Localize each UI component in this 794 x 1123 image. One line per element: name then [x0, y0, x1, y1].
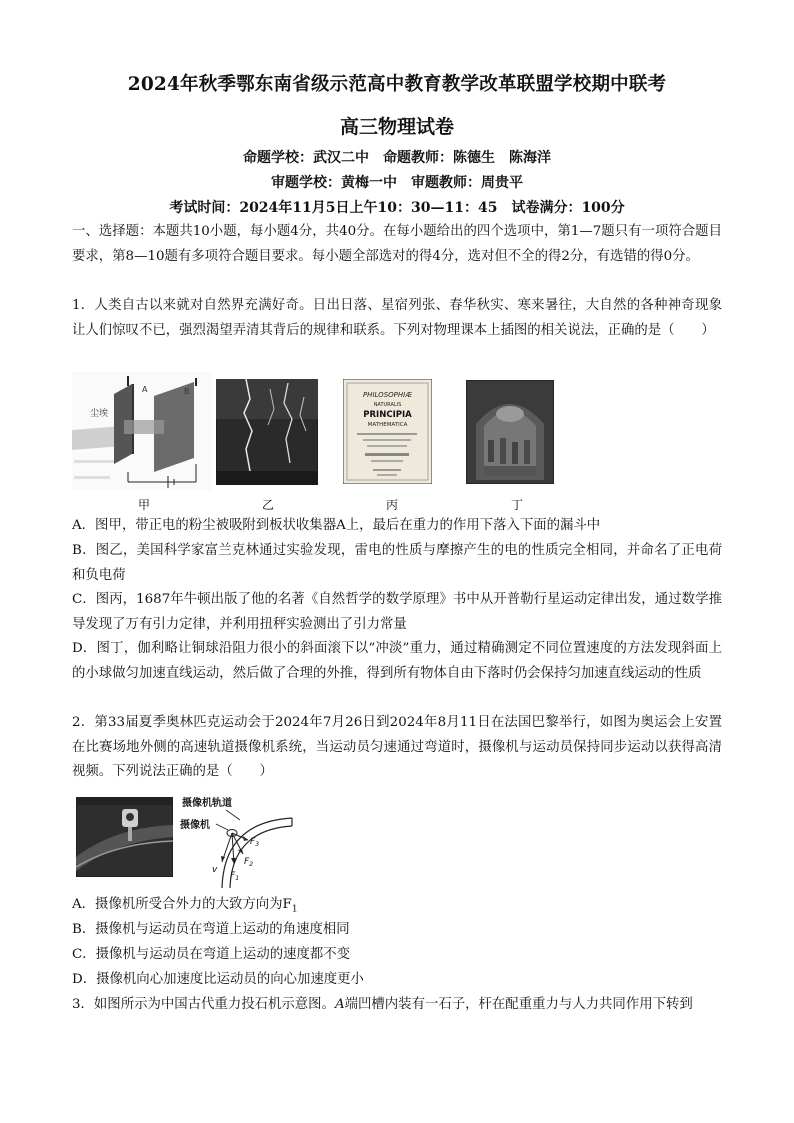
exam-subtitle: 高三物理试卷: [339, 116, 454, 138]
q1-figure-ding: [466, 380, 554, 484]
caption-yi: 乙: [262, 498, 275, 512]
q2-option-c: C．摄像机与运动员在弯道上运动的速度都不变: [72, 947, 351, 962]
force-f1-label: $F_1$: [230, 871, 240, 882]
q2-option-d: D．摄像机向心加速度比运动员的向心加速度更小: [72, 972, 364, 987]
caption-bing: 丙: [386, 498, 399, 512]
q2-stem: 2．第33届夏季奥林匹克运动会于2024年7月26日到2024年8月11日在法国巴黎举行，如图为奥运会上安置在比赛场地外侧的高速轨道摄像机系统，当运动员匀速通过弯道时，摄像机与运动员保持同步运动以获得高清视频。下列说法正确的是（ ）: [72, 715, 722, 779]
q2-photo: [76, 797, 173, 877]
q1-option-a: A．图甲，带正电的粉尘被吸附到板状收集器A上，最后在重力的作用下落入下面的漏斗中: [72, 518, 601, 533]
force-f2-label: $F_2$: [244, 857, 254, 868]
q1-option-b: B．图乙，美国科学家富兰克林通过实验发现，雷电的性质与摩擦产生的电的性质完全相同，并命名了正电荷和负电荷: [72, 543, 722, 583]
q3-stem: 3．如图所示为中国古代重力投石机示意图。A端凹槽内装有一石子，杆在配重重力与人力共同作用下转到: [72, 997, 693, 1012]
force-f3-label: $F_3$: [250, 837, 260, 848]
q2-diagram: [180, 792, 300, 890]
review-line: 审题学校：黄梅一中 审题教师：周贵平: [271, 175, 523, 191]
q1-option-d: D．图丁，伽利略让铜球沿阻力很小的斜面滚下以“冲淡”重力，通过精确测定不同位置速度的方法发现斜面上的小球做匀加速直线运动，然后做了合理的外推，得到所有物体自由下落时仍会保持匀加速直线运动的性质: [72, 641, 722, 681]
book-title-line: NATURALIS: [373, 402, 402, 408]
book-title-line: MATHEMATICA: [367, 422, 408, 428]
dust-label: 尘埃: [90, 409, 109, 419]
camera-label: 摄像机: [180, 820, 210, 831]
q2-option-b: B．摄像机与运动员在弯道上运动的角速度相同: [72, 922, 350, 937]
velocity-label: v: [212, 865, 218, 875]
section1-instructions: 一、选择题：本题共10小题，每小题4分，共40分。在每小题给出的四个选项中，第1—7题只有一项符合题目要求，第8—10题有多项符合题目要求。每小题全部选对的得4分，选对但不全的得2分，有选错的得0分。: [72, 224, 722, 264]
exam-info: 考试时间：2024年11月5日上午10：30—11：45 试卷满分：100分: [169, 200, 625, 216]
plate-a-label: A: [142, 385, 148, 394]
author-line: 命题学校：武汉二中 命题教师：陈德生 陈海洋: [243, 150, 551, 166]
plate-b-label: B: [184, 387, 190, 396]
q2-option-a: A．摄像机所受合外力的大致方向为$F_1$: [72, 897, 298, 915]
q1-figure-bing: [343, 379, 432, 484]
q1-option-c: C．图丙，1687年牛顿出版了他的名著《自然哲学的数学原理》书中从开普勒行星运动定律出发，通过数学推导发现了万有引力定律，并利用扭秤实验测出了引力常量: [72, 592, 722, 632]
caption-ding: 丁: [511, 498, 524, 512]
q1-stem: 1．人类自古以来就对自然界充满好奇。日出日落、星宿列张、春华秋实、寒来暑往，大自然的各种神奇现象让人们惊叹不已，强烈渴望弄清其背后的规律和联系。下列对物理课本上插图的相关说法，正确的是（ ）: [72, 298, 722, 338]
book-title-line: PHILOSOPHIÆ: [362, 391, 413, 399]
q1-figure-yi: [216, 379, 318, 485]
book-title-line: PRINCIPIA: [363, 410, 412, 420]
exam-title: 2024年秋季鄂东南省级示范高中教育教学改革联盟学校期中联考: [127, 74, 667, 95]
track-label: 摄像机轨道: [182, 798, 232, 809]
q1-figure-jia: [72, 372, 212, 490]
caption-jia: 甲: [138, 498, 151, 512]
